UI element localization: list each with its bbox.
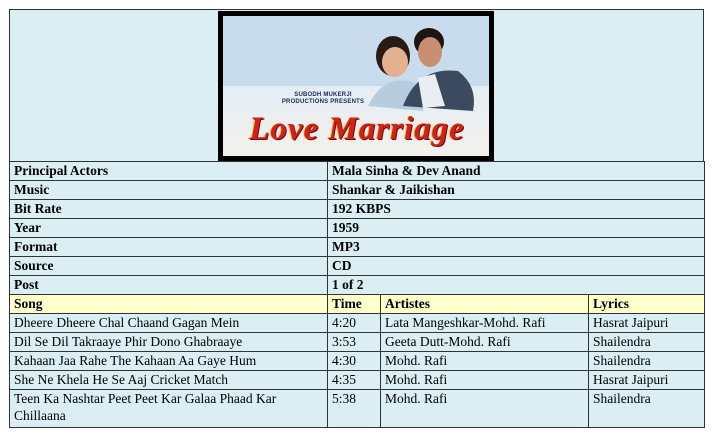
song-artistes: Lata Mangeshkar-Mohd. Rafi — [381, 314, 589, 333]
header-lyrics: Lyrics — [589, 295, 705, 314]
info-value: Shankar & Jaikishan — [328, 181, 705, 200]
info-value: 1959 — [328, 219, 705, 238]
song-song: She Ne Khela He Se Aaj Cricket Match — [10, 371, 328, 390]
song-song: Kahaan Jaa Rahe The Kahaan Aa Gaye Hum — [10, 352, 328, 371]
movie-poster — [218, 11, 494, 161]
song-lyrics: Shailendra — [589, 390, 705, 428]
info-value: MP3 — [328, 238, 705, 257]
songs-table — [9, 294, 705, 428]
header-time: Time — [328, 295, 381, 314]
song-time: 4:30 — [328, 352, 381, 371]
info-value: 192 KBPS — [328, 200, 705, 219]
song-time: 4:20 — [328, 314, 381, 333]
song-row — [10, 314, 705, 333]
song-time: 5:38 — [328, 390, 381, 428]
song-time: 3:53 — [328, 333, 381, 352]
info-label: Post — [10, 276, 328, 295]
song-song: Dheere Dheere Chal Chaand Gagan Mein — [10, 314, 328, 333]
studio-line-1: SUBODH MUKERJI — [294, 92, 352, 98]
header-artistes: Artistes — [381, 295, 589, 314]
info-label: Year — [10, 219, 328, 238]
song-lyrics: Hasrat Jaipuri — [589, 371, 705, 390]
song-lyrics: Shailendra — [589, 352, 705, 371]
song-artistes: Mohd. Rafi — [381, 352, 589, 371]
info-label: Principal Actors — [10, 162, 328, 181]
info-row — [10, 238, 705, 257]
poster-title: Love Marriage — [249, 111, 465, 147]
song-lyrics: Hasrat Jaipuri — [589, 314, 705, 333]
info-row — [10, 200, 705, 219]
song-lyrics: Shailendra — [589, 333, 705, 352]
studio-credit — [277, 92, 369, 106]
info-row — [10, 276, 705, 295]
song-row — [10, 333, 705, 352]
info-label: Source — [10, 257, 328, 276]
song-artistes: Mohd. Rafi — [381, 390, 589, 428]
song-artistes: Mohd. Rafi — [381, 371, 589, 390]
song-row — [10, 352, 705, 371]
song-artistes: Geeta Dutt-Mohd. Rafi — [381, 333, 589, 352]
song-song: Dil Se Dil Takraaye Phir Dono Ghabraaye — [10, 333, 328, 352]
poster-image — [223, 16, 489, 156]
info-row — [10, 162, 705, 181]
studio-line-2: PRODUCTIONS PRESENTS — [281, 99, 365, 105]
song-row — [10, 390, 705, 428]
info-row — [10, 219, 705, 238]
info-label: Music — [10, 181, 328, 200]
info-value: Mala Sinha & Dev Anand — [328, 162, 705, 181]
songs-header-row — [10, 295, 705, 314]
info-row — [10, 257, 705, 276]
info-row — [10, 181, 705, 200]
song-song: Teen Ka Nashtar Peet Peet Kar Galaa Phaad Kar Chillaana — [10, 390, 328, 428]
info-table — [9, 161, 705, 295]
info-value: CD — [328, 257, 705, 276]
info-value: 1 of 2 — [328, 276, 705, 295]
info-label: Format — [10, 238, 328, 257]
header-song: Song — [10, 295, 328, 314]
song-row — [10, 371, 705, 390]
song-time: 4:35 — [328, 371, 381, 390]
info-label: Bit Rate — [10, 200, 328, 219]
